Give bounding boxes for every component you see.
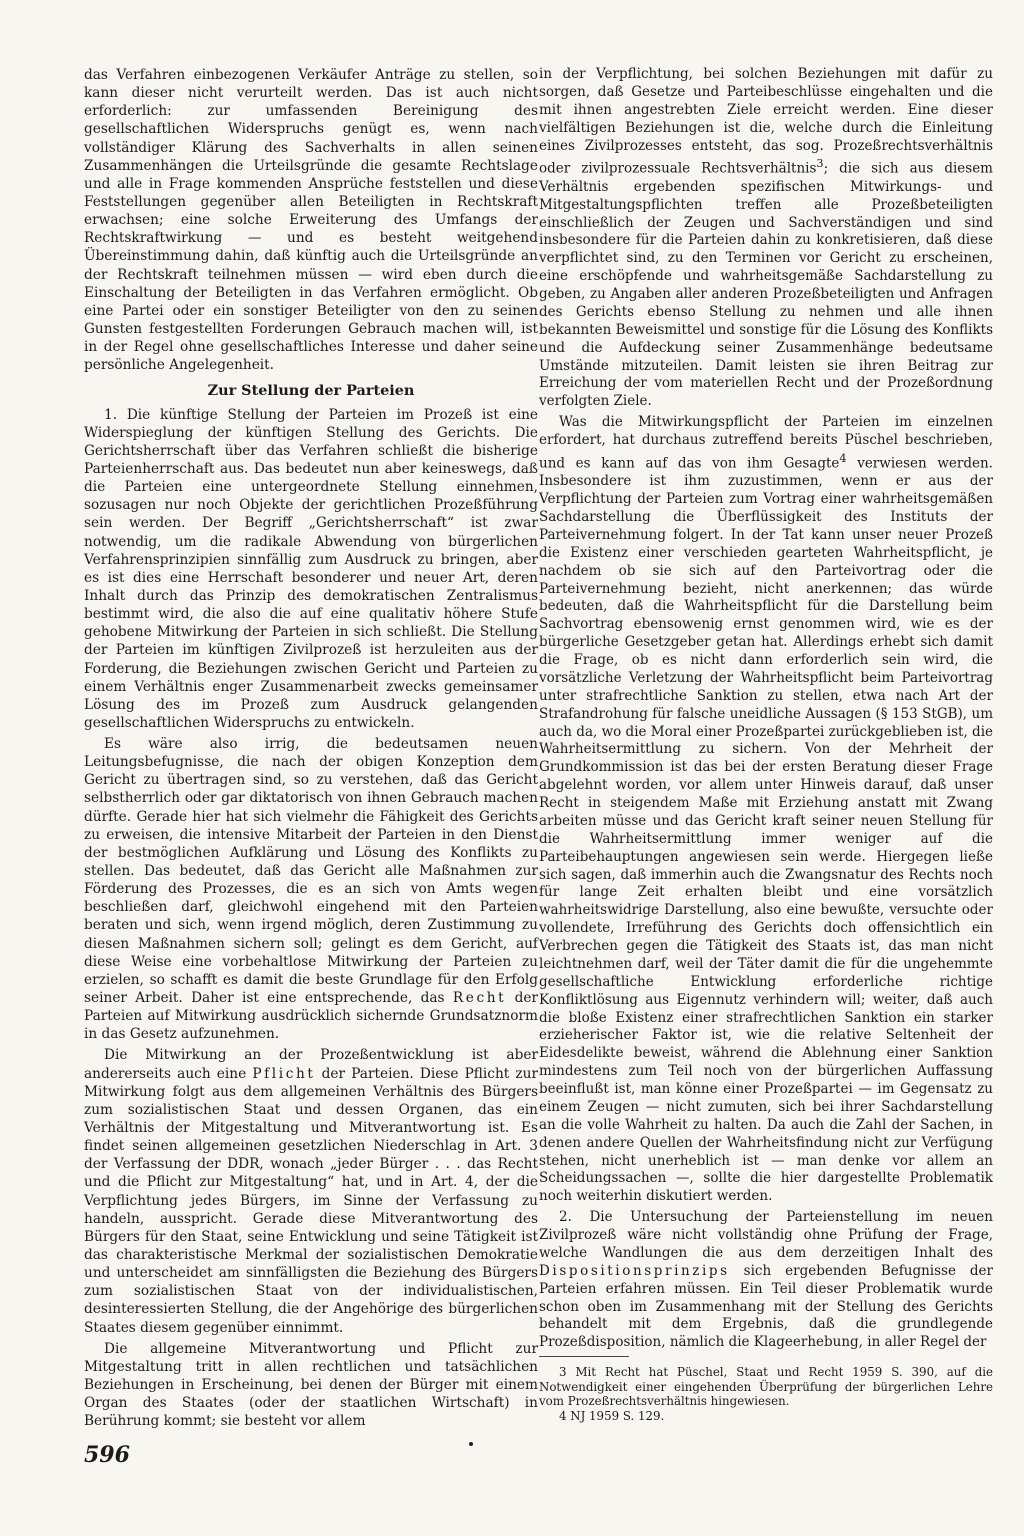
footnote-3: 3 Mit Recht hat Püschel, Staat und Recht 1959 S. 390, auf die Notwendigkeit einer eingehenden Überprüfung der bürgerlichen Lehre vom Prozeßrechtsverhältnis hingewiesen. xyxy=(539,1365,993,1409)
right-column xyxy=(539,66,993,1352)
paragraph xyxy=(84,735,538,1043)
section-heading: Zur Stellung der Parteien xyxy=(207,382,415,400)
paragraph-text: sich ergebenden Befugnisse der Parteien erfahren müssen. Ein Teil dieser Problematik wurde schon oben im Zusammenhang mit der Stellung des Gerichts behandelt mit dem Ergebnis, daß die grundlegende Prozeßdisposition, nämlich die Klageerhebung, in aller Regel der xyxy=(539,1262,993,1351)
left-column xyxy=(84,66,538,1430)
emphasis-text: Dispositionsprinzips xyxy=(539,1262,730,1279)
paragraph xyxy=(539,414,993,1206)
paragraph-text: 2. Die Untersuchung der Parteienstellung im neuen Zivilprozeß wäre nicht vollständig ohne Prüfung der Frage, welche Wandlungen die aus dem derzeitigen Inhalt des xyxy=(539,1209,993,1261)
footnote-divider xyxy=(539,1356,629,1357)
paragraph-text: Die Mitwirkung an der Prozeßentwicklung ist aber andererseits auch eine xyxy=(84,1047,538,1082)
paragraph: 1. Die künftige Stellung der Parteien im Prozeß ist eine Widerspieglung der künftigen Stellung des Gerichts. Die Gerichtsherrschaft über das Verfahren schließt die bisherige Parteienherrschaft aus. Das bedeutet nun aber keineswegs, daß die Parteien eine untergeordnete Stellung einnehmen, sozusagen nur noch Objekte der gerichtlichen Prozeßführung sein werden. Der Begriff „Gerichtsherrschaft“ ist zwar notwendig, um die radikale Abwendung von bürgerlichen Verfahrensprinzipien sinnfällig zum Ausdruck zu bringen, aber es ist dies eine Herrschaft besonderer und neuer Art, deren Inhalt durch das Prinzip des demokratischen Zentralismus bestimmt wird, die also die auf eine qualitativ höhere Stufe gehobene Mitwirkung der Parteien in sich schließt. Die Stellung der Parteien im künftigen Zivilprozeß ist herzuleiten aus der Forderung, die Beziehungen zwischen Gericht und Parteien zu einem Verhältnis enger Zusammenarbeit zwecks gemeinsamer Lösung des im Prozeß zum Ausdruck gelangenden gesellschaftlichen Widerspruchs zu entwickeln. xyxy=(84,406,538,731)
paragraph-text: Was die Mitwirkungspflicht der Parteien im einzelnen erfordert, hat durchaus zutreffend bereits Püschel beschrieben, und es kann auf das von ihm Gesagte xyxy=(539,414,993,472)
paragraph: das Verfahren einbezogenen Verkäufer Anträge zu stellen, so kann dieser nicht verurteilt werden. Das ist auch nicht erforderlich: zur umfassenden Bereinigung des gesellschaftlichen Widerspruchs genügt es, wenn nach vollständiger Klärung des Sachverhalts in allen seinen Zusammenhängen die Urteilsgründe die gesamte Rechtslage und alle in Frage kommenden Ansprüche feststellen und diese Feststellungen gegenüber allen Beteiligten in Rechtskraft erwachsen; eine solche Erweiterung des Umfangs der Rechtskraftwirkung — und es besteht weitgehend Übereinstimmung dahin, daß künftig auch die Urteilsgründe an der Rechtskraft teilnehmen müssen — wird eben durch die Einschaltung der Beteiligten in das Verfahren ermöglicht. Ob eine Partei oder ein sonstiger Beteiligter von den zu seinen Gunsten festgestellten Forderungen Gebrauch machen will, ist in der Regel ohne gesellschaftliches Interesse und daher seine persönliche Angelegenheit. xyxy=(84,67,538,374)
paragraph xyxy=(84,1046,538,1336)
footnote-4: 4 NJ 1959 S. 129. xyxy=(559,1408,665,1423)
footnotes xyxy=(539,1365,993,1423)
footnote-marker: 3 xyxy=(816,157,824,171)
paragraph-text: Es wäre also irrig, die bedeutsamen neuen Leitungsbefugnisse, die nach der obigen Konzeption dem Gericht zu übertragen sind, so zu verstehen, daß das Gericht selbstherrlich oder gar diktatorisch von ihnen Gebrauch machen dürfte. Gerade hier hat sich vielmehr die Fähigkeit des Gerichts zu erweisen, die intensive Mitarbeit der Parteien in den Dienst der bestmöglichen Aufklärung und Lösung des Konflikts zu stellen. Das bedeutet, daß das Gericht alle Maßnahmen zur Förderung des Prozesses, die es an sich von Amts wegen beschließen darf, gleichwohl eingehend mit den Parteien beraten und sich, wenn irgend möglich, deren Zustimmung zu diesen Maßnahmen sichern soll; gelingt es dem Gericht, auf diese Weise eine vorbehaltlose Mitwirkung der Parteien zu erzielen, so schafft es damit die beste Grundlage für den Erfolg seiner Arbeit. Daher ist eine entsprechende, das xyxy=(84,736,538,1007)
paragraph-text: der Parteien auf Mitwirkung ausdrücklich sichernde Grundsatznorm in das Gesetz aufzunehmen. xyxy=(84,990,538,1043)
paragraph-text: der Parteien. Diese Pflicht zur Mitwirkung folgt aus dem allgemeinen Verhältnis des Bürgers zum sozialistischen Staat und dessen Organen, das ein Verhältnis der Mitgestaltung und Mitverantwortung ist. Es findet seinen allgemeinen gesetzlichen Niederschlag in Art. 3 der Verfassung der DDR, wonach „jeder Bürger . . . das Recht und die Pflicht zur Mitgestaltung“ hat, und in Art. 4, der die Verpflichtung jedes Bürgers, im Sinne der Verfassung zu handeln, ausspricht. Gerade diese Mitverantwortung des Bürgers für den Staat, seine Entwicklung und seine Tätigkeit ist das charakteristische Merkmal der sozialistischen Demokratie und unterscheidet am sinnfälligsten die Beziehung des Bürgers zum sozialistischen Staat von der individualistischen, desinteressierten Stellung, die der Angehörige des bürgerlichen Staates diesem gegenüber einnimmt. xyxy=(84,1065,538,1336)
paragraph-text: ; die sich aus diesem Verhältnis ergebenden spezifischen Mitwirkungs- und Mitgestaltungspflichten treffen alle Prozeßbeteiligten einschließlich der Zeugen und Sachverständigen und sind insbesondere für die Parteien dahin zu konkretisieren, daß diese verpflichtet sind, zu den Terminen vor Gericht zu erscheinen, eine erschöpfende und wahrheitsgemäße Sachdarstellung zu geben, zu Angaben aller anderen Prozeßbeteiligten und Anfragen des Gerichts ebenso Stellung zu nehmen und alle ihnen bekannten Beweismittel und sonstige für die Lösung des Konflikts und die Aufdeckung seiner Zusammenhänge bedeutsame Umstände mitzuteilen. Damit leisten sie ihren Beitrag zur Erreichung der vom materiellen Recht und der Prozeßordnung verfolgten Ziele. xyxy=(539,160,993,410)
paragraph xyxy=(539,66,993,411)
paragraph-text: verwiesen werden. Insbesondere ist ihm zuzustimmen, wenn er aus der Verpflichtung der Parteien zum Vortrag einer wahrheitsgemäßen Sachdarstellung die Überflüssigkeit des Instituts der Parteivernehmung folgert. In der Tat kann unser neuer Prozeß die Existenz einer verschieden gearteten Wahrheitspflicht, je nachdem ob sie sich auf den Parteivortrag oder die Parteivernehmung bezieht, nicht anerkennen; das würde bedeuten, daß die Wahrheitspflicht für die Darstellung beim Sachvortrag ebensowenig ernst genommen wird, wie es der bürgerliche Gesetzgeber getan hat. Allerdings erhebt sich damit die Frage, ob es nicht dann erforderlich sein wird, die vorsätzliche Verletzung der Wahrheitspflicht beim Parteivortrag unter strafrechtliche Sanktion zu stellen, etwa nach Art der Strafandrohung für falsche uneidliche Aussagen (§ 153 StGB), um auch da, wo die Moral einer Prozeßpartei zurückgeblieben ist, die Wahrheitsermittlung zu sichern. Von der Mehrheit der Grundkommission ist das bei der ersten Beratung dieser Frage abgelehnt worden, vor allem unter Hinweis darauf, daß unser Recht in steigendem Maße mit Erziehung anstatt mit Zwang arbeiten müsse und das Gericht kraft seiner neuen Stellung für die Wahrheitsermittlung immer weniger auf die Parteibehauptungen angewiesen sein werde. Hiergegen ließe sich sagen, daß immerhin auch die Zwangsnatur des Rechts noch für lange Zeit erhalten bleibt und eine vorsätzlich wahrheitswidrige Darstellung, also eine bewußte, versuchte oder vollendete, Irreführung des Gerichts doch offensichtlich ein Verbrechen gegen die Tätigkeit des Staats ist, das man nicht leichtnehmen darf, weil der Täter damit die für die ungehemmte gesellschaftliche Entwicklung erforderliche richtige Konfliktlösung aus Eigennutz verhindern will; weiter, daß auch die bloße Existenz einer strafrechtlichen Sanktion ein starker erzieherischer Faktor ist, wie die relative Seltenheit der Eidesdelikte beweist, während die Ablehnung einer Sanktion mindestens zum Teil noch von der bürgerlichen Auffassung beeinflußt ist, man könne einer Prozeßpartei — im Gegensatz zu einem Zeugen — nicht zumuten, sich bei ihrer Sachdarstellung an die volle Wahrheit zu halten. Da auch die Zahl der Sachen, in denen andere Quellen der Wahrheitsfindung nicht zur Verfügung stehen, nicht unerheblich ist — man denke vor allem an Scheidungssachen —, sollte die hier dargestellte Problematik noch weiterhin diskutiert werden. xyxy=(539,455,993,1205)
ink-dot xyxy=(469,1442,473,1446)
paragraph-text: in der Verpflichtung, bei solchen Beziehungen mit dafür zu sorgen, daß Gesetze und Parteibeschlüsse eingehalten und die mit ihnen angestrebten Ziele erreicht werden. Eine dieser vielfältigen Beziehungen ist die, welche durch die Einleitung eines Zivilprozesses entsteht, das sog. Prozeßrechtsverhältnis oder zivilprozessuale Rechtsverhältnis xyxy=(539,66,993,177)
page-number: 596 xyxy=(84,1442,130,1468)
footnote-marker: 4 xyxy=(839,451,847,465)
paragraph xyxy=(539,1209,993,1352)
emphasis-text: Pflicht xyxy=(252,1065,316,1082)
paragraph: Die allgemeine Mitverantwortung und Pflicht zur Mitgestaltung tritt in allen rechtlichen und tatsächlichen Beziehungen in Erscheinung, bei denen der Bürger mit einem Organ des Staates (oder der staatlichen Wirtschaft) in Berührung kommt; sie besteht vor allem xyxy=(84,1340,538,1430)
emphasis-text: Recht xyxy=(452,990,507,1007)
